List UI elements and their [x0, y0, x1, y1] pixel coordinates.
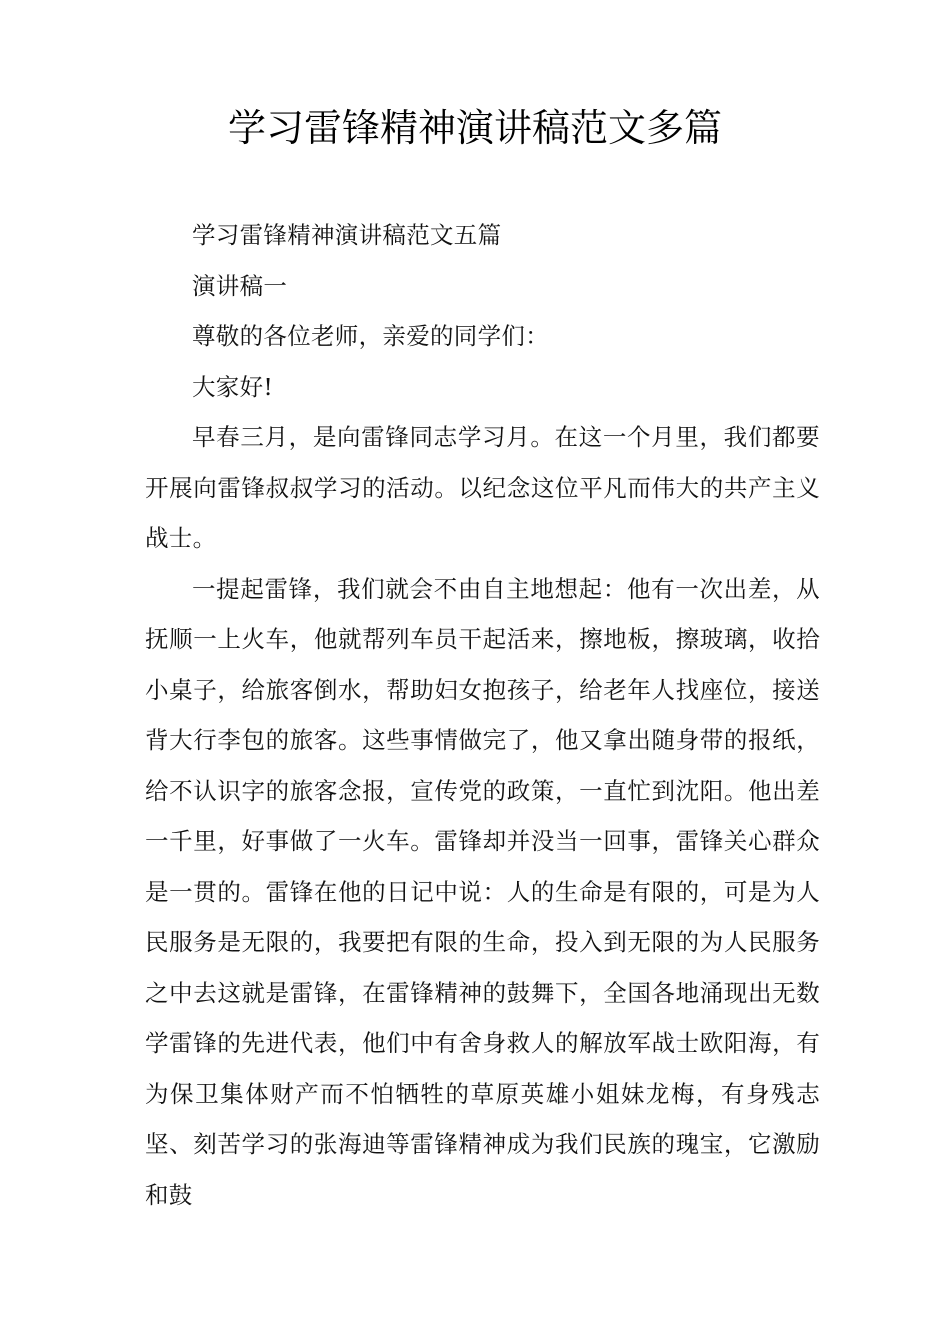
paragraph-greeting: 大家好!: [192, 372, 274, 401]
paragraph-subtitle: 学习雷锋精神演讲稿范文五篇: [192, 221, 502, 249]
document-body: [145, 210, 820, 1220]
document-title: 学习雷锋精神演讲稿范文多篇: [227, 106, 722, 150]
paragraph-section-heading: 演讲稿一: [192, 271, 288, 300]
paragraph-intro: 早春三月，是向雷锋同志学习月。在这一个月里，我们都要开展向雷锋叔叔学习的活动。以纪念这位平凡而伟大的共产主义战士。: [145, 423, 820, 552]
paragraph-story: 一提起雷锋，我们就会不由自主地想起：他有一次出差，从抚顺一上火车，他就帮列车员干起活来，擦地板，擦玻璃，收拾小桌子，给旅客倒水，帮助妇女抱孩子，给老年人找座位，接送背大行李包的旅客。这些事情做完了，他又拿出随身带的报纸，给不认识字的旅客念报，宣传党的政策，一直忙到沈阳。他出差一千里，好事做了一火车。雷锋却并没当一回事，雷锋关心群众是一贯的。雷锋在他的日记中说：人的生命是有限的，可是为人民服务是无限的，我要把有限的生命，投入到无限的为人民服务之中去这就是雷锋，在雷锋精神的鼓舞下，全国各地涌现出无数学雷锋的先进代表，他们中有舍身救人的解放军战士欧阳海，有为保卫集体财产而不怕牺牲的草原英雄小姐妹龙梅，有身残志坚、刻苦学习的张海迪等雷锋精神成为我们民族的瑰宝，它激励和鼓: [145, 574, 820, 1209]
paragraph-salutation: 尊敬的各位老师，亲爱的同学们：: [192, 322, 549, 350]
